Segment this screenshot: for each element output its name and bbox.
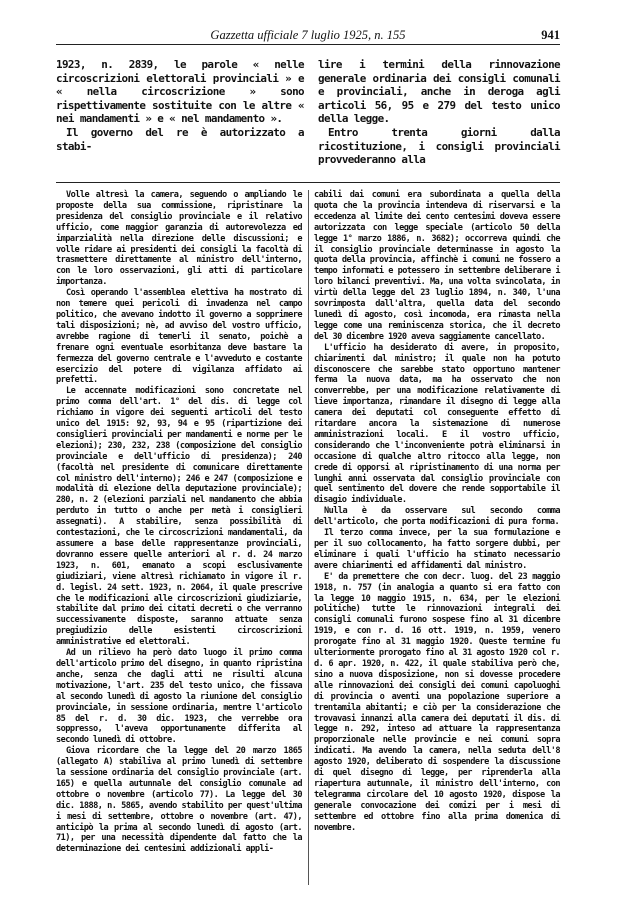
report-right-column: [314, 190, 560, 833]
paragraph: Nulla è da osservare sul secondo comma dell'articolo, che porta modificazioni di pura forma.: [314, 506, 560, 528]
paragraph: Il terzo comma invece, per la sua formulazione e per il suo collocamento, ha fatto sorgere dubbi, per eliminare i quali l'ufficio ha stimato necessario avere chiarimenti ed affidamenti dal ministro.: [314, 528, 560, 571]
law-text-right-column: [318, 58, 560, 167]
paragraph: Così operando l'assemblea elettiva ha mostrato di non temere quei pericoli di invadenza nel campo politico, che avevano indotto il governo a sopprimere tali disposizioni; nè, ad avviso del vostro ufficio, avrebbe ragione di temerli il senato, poichè a frenare ogni eventuale esorbitanza deve bastare la fermezza del governo centrale e l'avveduto e costante esercizio del potere di vigilanza affidato ai prefetti.: [56, 288, 302, 386]
paragraph: Entro trenta giorni dalla ricostituzione, i consigli provinciali provvederanno alla: [318, 125, 560, 167]
paragraph: Volle altresì la camera, seguendo o ampliando le proposte della sua commissione, ripristinare la presidenza del consiglio provinciale e il relativo ufficio, come maggior garanzia di autorevolezza ed imparzialità nella direzione delle discussioni; e volle ridare ai presidenti dei consigli la facoltà di trasmettere direttamente al ministro dell'interno, con le loro osservazioni, gli atti di particolare importanza.: [56, 190, 302, 288]
report-section: [56, 190, 560, 890]
paragraph: lire i termini della rinnovazione generale ordinaria dei consigli comunali e provinciali, anche in deroga agli articoli 56, 95 e 279 del testo unico della legge.: [318, 58, 560, 126]
paragraph: L'ufficio ha desiderato di avere, in proposito, chiarimenti dal ministro; il quale non ha potuto disconoscere che sarebbe stato opportuno mantener ferma la nuova data, ma ha osservato che non converrebbe, per una modificazione relativamente di lieve importanza, rimandare il disegno di legge alla camera dei deputati col conseguente effetto di ritardare ancora la sistemazione di numerose amministrazioni locali. E il vostro ufficio, considerando che l'inconveniente potrà eliminarsi in occasione di qualche altro ritocco alla legge, non crede di opporsi al ripristinamento di una norma per lunghi anni osservata dal consiglio provinciale con quel sentimento del dovere che rende sopportabile il disagio individuale.: [314, 342, 560, 506]
page-number: 941: [541, 28, 560, 42]
law-text-section: [56, 58, 560, 176]
paragraph: Le accennate modificazioni sono concretate nel primo comma dell'art. 1° del dis. di legge col richiamo in vigore dei seguenti articoli del testo unico del 1915: 92, 93, 94 e 95 (ripartizione dei consiglieri provinciali per mandamenti e norme per le elezioni); 230, 232, 238 (composizione del consiglio provinciale e dell'ufficio di presidenza); 240 (facoltà nel presidente di comunicare direttamente col ministro dell'interno); 246 e 247 (composizione e modalità di elezione della deputazione provinciale); 280, n. 2 (elezioni parziali nel mandamento che abbia perduto in tutto o anche per metà i consiglieri assegnati). A stabilire, senza possibilità di contestazioni, che le circoscrizioni mandamentali, da assumere a base delle rappresentanze provinciali, dovranno essere quelle anteriori al r. d. 24 marzo 1923, n. 601, emanato a scopi esclusivamente giudiziari, viene altresì richiamato in vigore il r. d. legisl. 24 sett. 1923, n. 2064, il quale prescrive che le modificazioni alle circoscrizioni giudiziarie, stabilite dal primo dei citati decreti o che verranno successivamente disposte, saranno attuate senza pregiudizio delle esistenti circoscrizioni amministrative ed elettorali.: [56, 386, 302, 648]
section-divider: [56, 182, 560, 183]
paragraph: Ad un rilievo ha però dato luogo il primo comma dell'articolo primo del disegno, in quanto ripristina anche, senza che dagli atti ne risulti alcuna motivazione, l'art. 235 del testo unico, che fissava al secondo lunedì di agosto la riunione del consiglio provinciale, in sessione ordinaria, mentre l'articolo 85 del r. d. 30 dic. 1923, che verrebbe ora soppresso, l'aveva opportunamente differita al secondo lunedì di ottobre.: [56, 648, 302, 746]
column-rule: [308, 190, 309, 885]
paragraph: Il governo del re è autorizzato a stabi-: [56, 125, 304, 153]
report-left-column: [56, 190, 302, 855]
page-header: [56, 24, 560, 45]
law-text-left-column: [56, 58, 304, 153]
paragraph: 1923, n. 2839, le parole « nelle circoscrizioni elettorali provinciali » e « nella circoscrizione » sono rispettivamente sostituite con le altre « nei mandamenti » e « nel mandamento ».: [56, 58, 304, 126]
paragraph: E' da premettere che con decr. luog. del 23 maggio 1918, n. 757 (in analogia a quanto si era fatto con la legge 10 maggio 1915, n. 634, per le elezioni politiche) tutte le rinnovazioni integrali dei consigli comunali furono sospese fino al 31 dicembre 1919, e con r. d. 16 ott. 1919, n. 1959, venero prorogate fino al 31 maggio 1920. Queste termine fu ulteriormente prorogato fino al 31 agosto 1920 col r. d. 6 apr. 1920, n. 422, il quale stabiliva però che, sino a nuova disposizione, non si dovesse procedere alle rinnovazioni dei consigli dei comuni capoluoghi di provincia o aventi una popolazione superiore a trentamila abitanti; e ciò per la considerazione che trovavasi innanzi alla camera dei deputati il dis. di legge n. 292, inteso ad attuare la rappresentanza proporzionale nelle provincie e nei comuni sopra indicati. Ma avendo la camera, nella seduta dell'8 agosto 1920, deliberato di sospendere la discussione di quel disegno di legge, per riprenderla alla riapertura autunnale, il ministro dell'interno, con telegramma circolare del 10 agosto 1920, dispose la generale convocazione dei comizi per i mesi di settembre ed ottobre fino alla prima domenica di novembre.: [314, 571, 560, 833]
paragraph: Giova ricordare che la legge del 20 marzo 1865 (allegato A) stabiliva al primo lunedì di settembre la sessione ordinaria del consiglio provinciale (art. 165) e quella autunnale del consiglio comunale ad ottobre o novembre (articolo 77). La legge del 30 dic. 1888, n. 5865, avendo stabilito per quest'ultima i mesi di settembre, ottobre o novembre (art. 47), anticipò la prima al secondo lunedì di agosto (art. 71), per una necessità dipendente dal fatto che la determinazione dei centesimi addizionali appli-: [56, 746, 302, 855]
header-title: Gazzetta ufficiale 7 luglio 1925, n. 155: [210, 28, 406, 42]
paragraph: cabili dai comuni era subordinata a quella della quota che la provincia intendeva di riservarsi e la eccedenza al limite dei cento centesimi doveva essere autorizzata con legge speciale (articolo 50 della legge 1° marzo 1886, n. 3682); occorreva quindi che il consiglio provinciale determinasse in agosto la quota della provincia, affinchè i comuni ne fossero a tempo informati e potessero in settembre deliberare i loro bilanci preventivi. Ma, una volta svincolata, in virtù della legge del 23 luglio 1894, n. 340, l'una sovrimposta dall'altra, quella data del secondo lunedì di agosto, così incomoda, era rimasta nella legge come una reminiscenza storica, che il decreto del 30 dicembre 1920 aveva saggiamente cancellato.: [314, 190, 560, 342]
